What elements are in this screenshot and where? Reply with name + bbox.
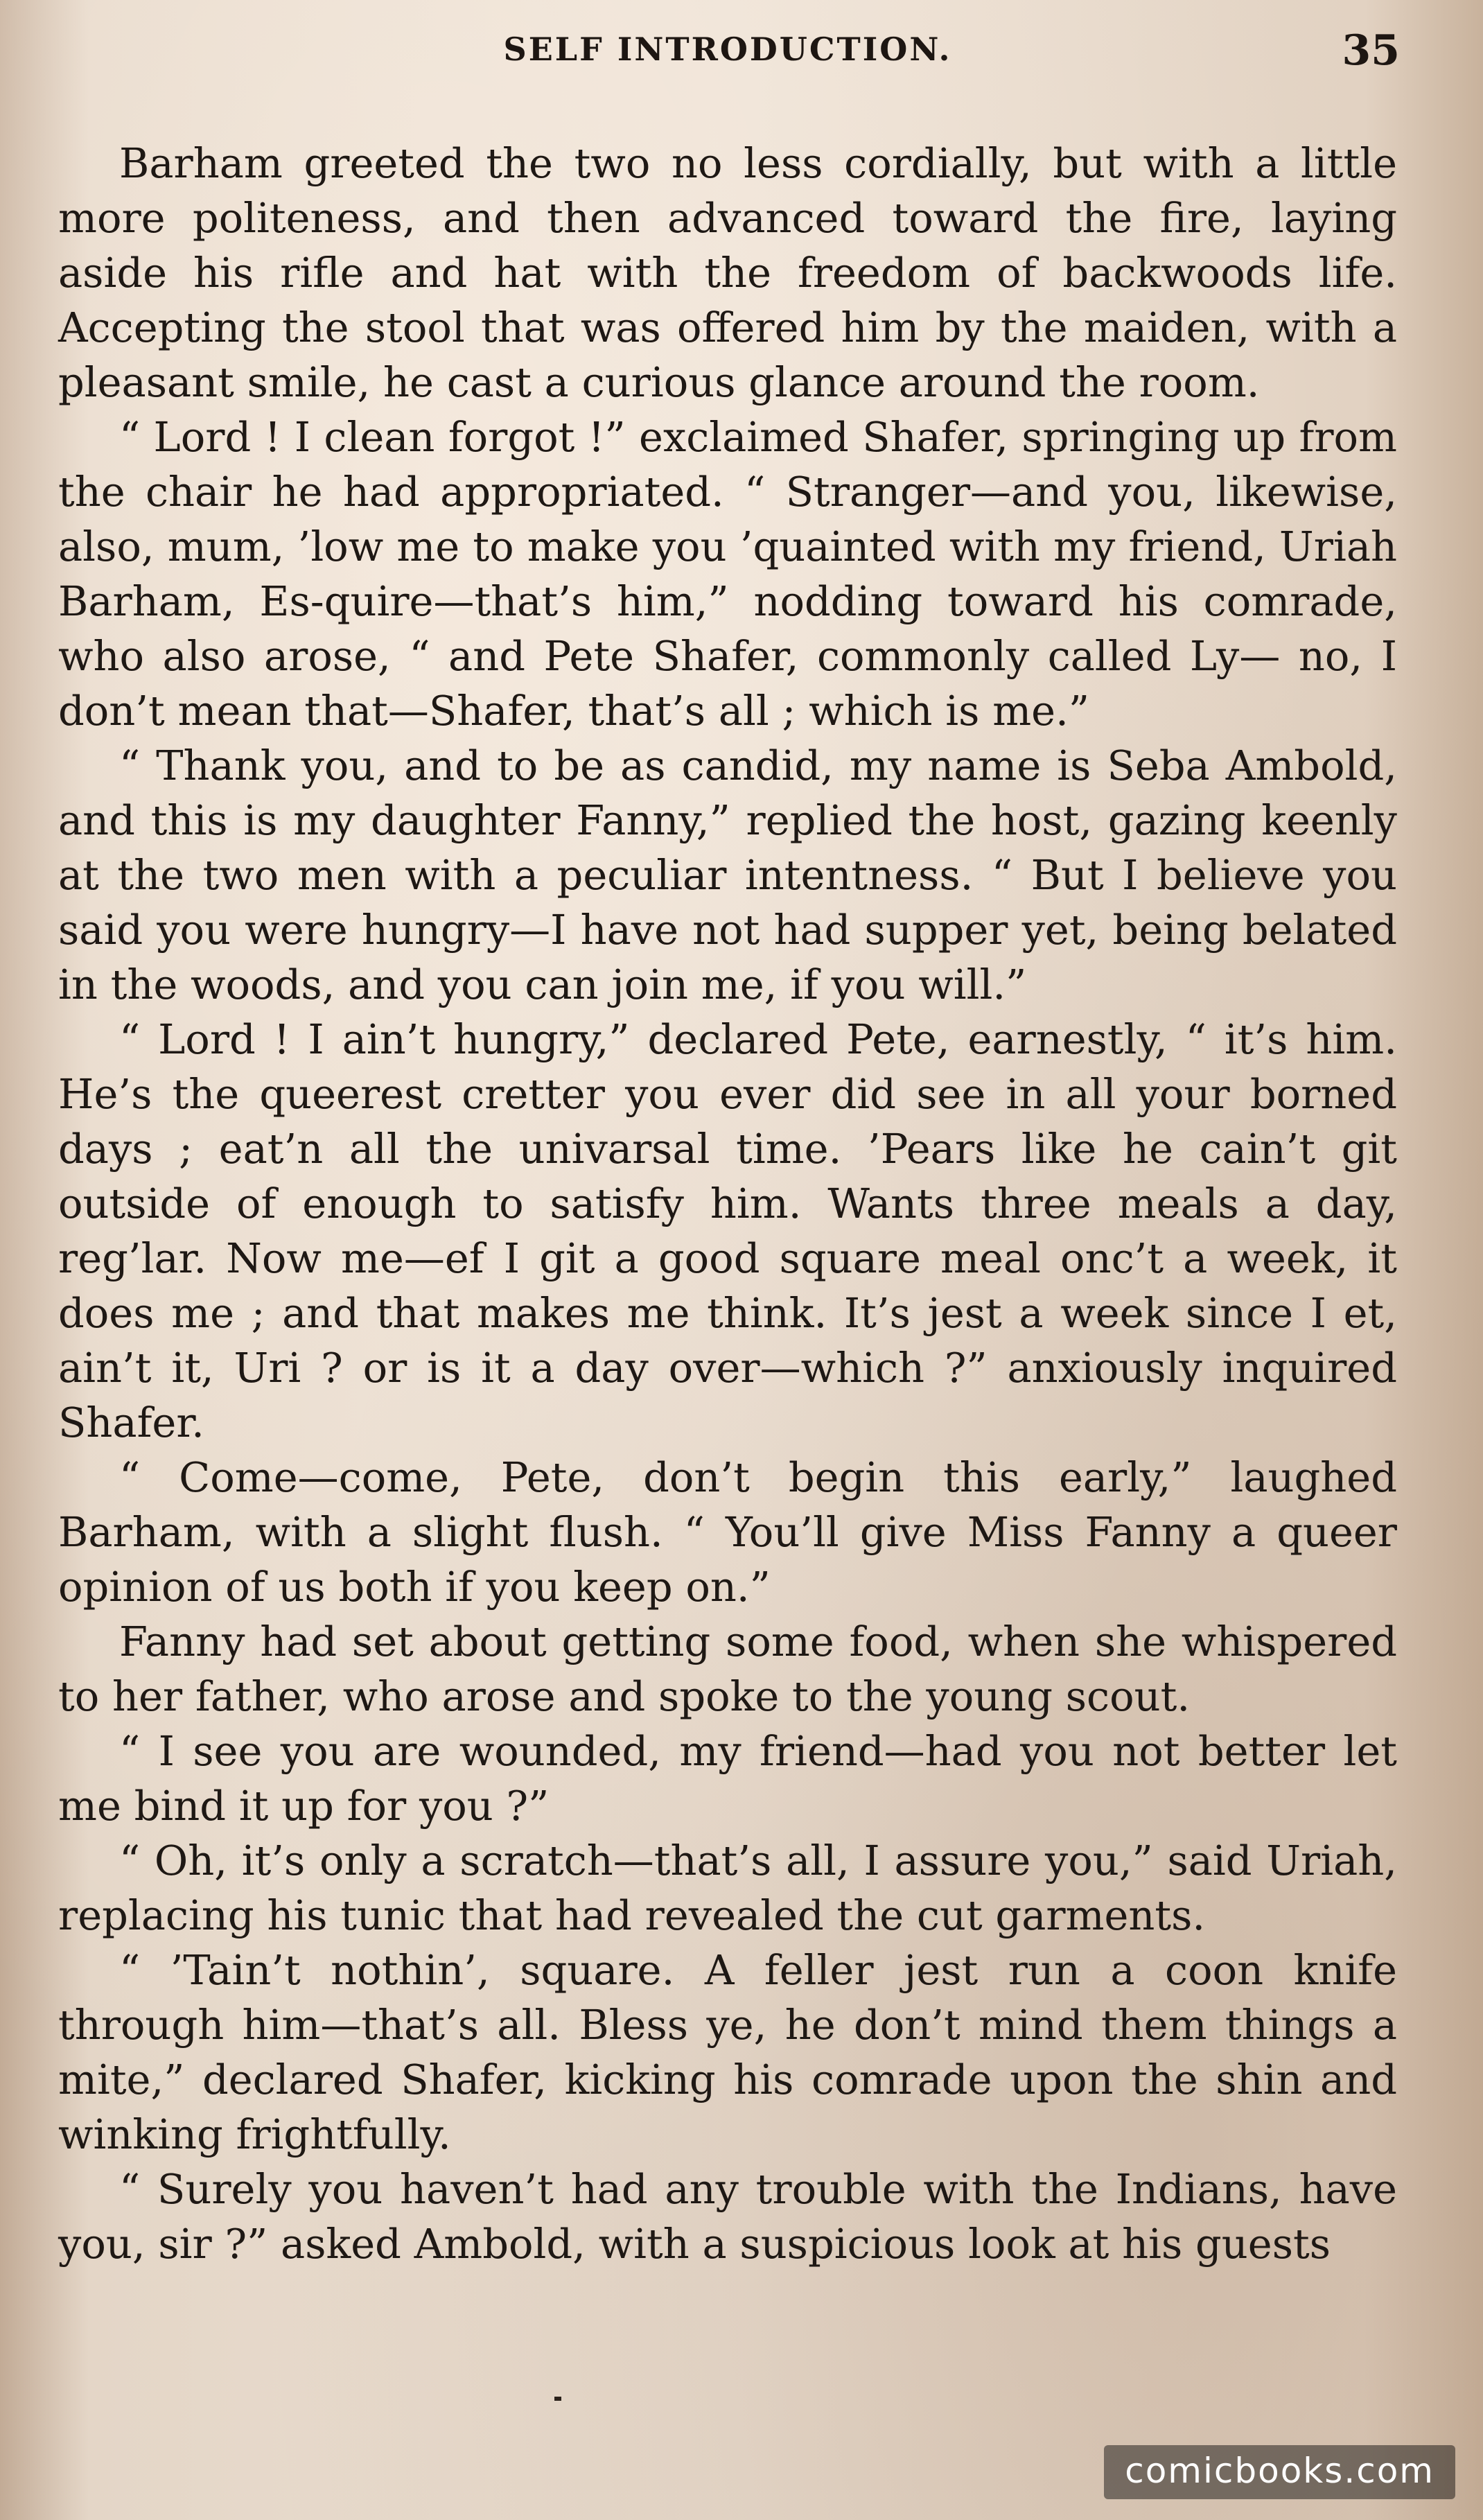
paragraph: “ Oh, it’s only a scratch—that’s all, I assure you,” said Uriah, replacing his tunic that had revealed the cut garments. <box>58 1837 1397 1939</box>
paragraph: “ Thank you, and to be as candid, my name is Seba Ambold, and this is my daughter Fanny,” replied the host, gazing keenly at the two men with a peculiar intentness. “ But I believe you said you were hungry—I have not had supper yet, being belated in the woods, and you can join me, if you will.” <box>58 742 1397 1008</box>
page-header <box>55 26 1400 79</box>
paragraph: “ I see you are wounded, my friend—had you not better let me bind it up for you ?” <box>58 1727 1397 1830</box>
watermark: comicbooks.com <box>1104 2445 1455 2499</box>
paragraph: Fanny had set about getting some food, when she whispered to her father, who arose and spoke to the young scout. <box>58 1618 1397 1720</box>
paragraph: “ Lord ! I clean forgot !” exclaimed Shafer, springing up from the chair he had appropriated. “ Stranger—and you, likewise, also, mum, ’low me to make you ’quainted with my friend, Uriah Barham, Es-quire—that’s him,” nodding toward his comrade, who also arose, “ and Pete Shafer, commonly called Ly— no, I don’t mean that—Shafer, that’s all ; which is me.” <box>58 413 1397 735</box>
body-text <box>58 136 1397 2271</box>
page-number: 35 <box>1342 26 1400 75</box>
paragraph: “ ’Tain’t nothin’, square. A feller jest run a coon knife through him—that’s all. Bless ye, he don’t mind them things a mite,” declared Shafer, kicking his comrade upon the shin and winking frightfully. <box>58 1946 1397 2158</box>
paragraph: Barham greeted the two no less cordially, but with a little more politeness, and then advanced toward the fire, laying aside his rifle and hat with the freedom of backwoods life. Accepting the stool that was offered him by the maiden, with a pleasant smile, he cast a curious glance around the room. <box>58 139 1397 406</box>
paragraph: “ Surely you haven’t had any trouble with the Indians, have you, sir ?” asked Ambold, with a suspicious look at his guests <box>58 2165 1397 2268</box>
running-head: SELF INTRODUCTION. <box>503 30 952 68</box>
bottom-mark <box>554 2397 561 2401</box>
paragraph: “ Come—come, Pete, don’t begin this early,” laughed Barham, with a slight flush. “ You’ll give Miss Fanny a queer opinion of us both if you keep on.” <box>58 1453 1397 1611</box>
paragraph: “ Lord ! I ain’t hungry,” declared Pete, earnestly, “ it’s him. He’s the queerest cretter you ever did see in all your borned days ; eat’n all the univarsal time. ’Pears like he cain’t git outside of enough to satisfy him. Wants three meals a day, reg’lar. Now me—ef I git a good square meal onc’t a week, it does me ; and that makes me think. It’s jest a week since I et, ain’t it, Uri ? or is it a day over—which ?” anxiously inquired Shafer. <box>58 1015 1397 1446</box>
